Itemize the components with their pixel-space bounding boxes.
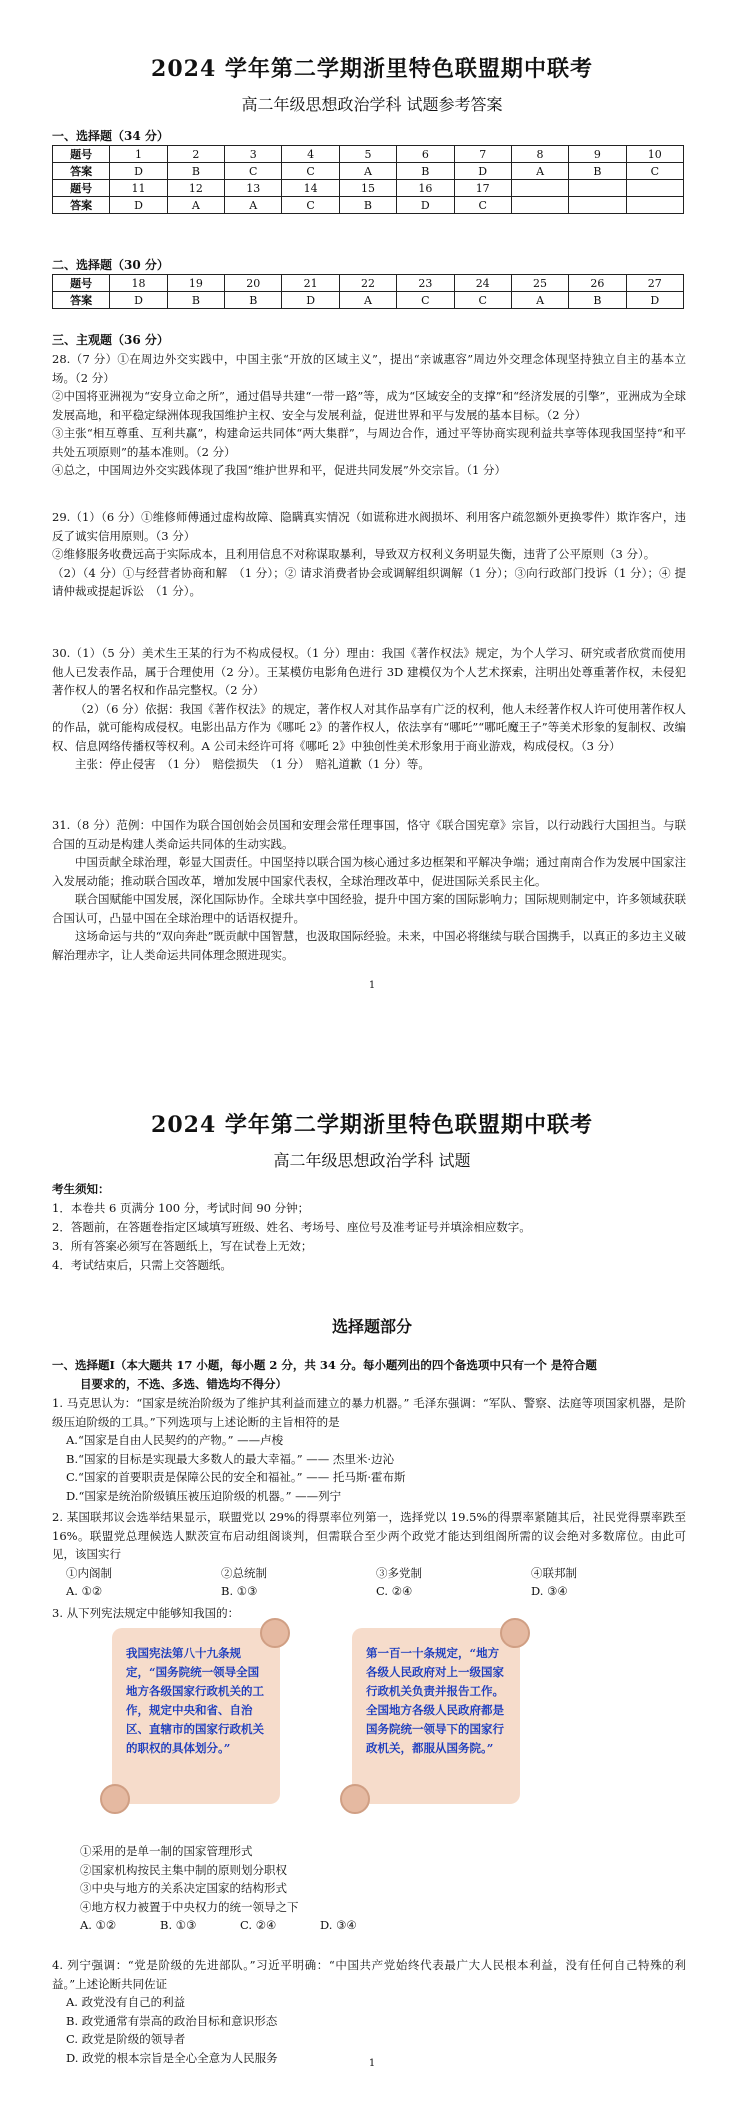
table-cell: C (282, 163, 339, 180)
question-3-stem: 3. 从下列宪法规定中能够知我国的： (52, 1606, 240, 1620)
notice-heading: 考生须知： (52, 1182, 110, 1196)
table-cell: 7 (454, 146, 511, 163)
table-cell: 5 (339, 146, 396, 163)
q2-option: B. ①③ (221, 1584, 258, 1598)
q2-item: ①内阁制 (66, 1565, 112, 1580)
page-subtitle: 高二年级思想政治学科 试题 (273, 1151, 471, 1170)
q3-item: ①采用的是单一制的国家管理形式 (80, 1844, 253, 1858)
table-cell: 3 (225, 146, 282, 163)
table-cell: 15 (339, 180, 396, 197)
answer-table-2 (52, 274, 684, 309)
notice-item: 3．所有答案必须写在答题纸上，写在试卷上无效； (52, 1239, 313, 1253)
table-cell: C (282, 197, 339, 214)
q3-options (80, 1916, 680, 1935)
q3-option: D. ③④ (320, 1918, 357, 1932)
table-cell (569, 197, 626, 214)
question-4 (52, 1956, 686, 2067)
q4-option-b: B. 政党通常有崇高的政治目标和意识形态 (66, 2013, 278, 2028)
table-cell: 4 (282, 146, 339, 163)
table-cell: 18 (110, 275, 167, 292)
constitution-scroll-right (352, 1628, 520, 1804)
table-cell: B (225, 292, 282, 309)
q28-line: ③主张“相互尊重、互利共赢”，构建命运共同体“两大集群”，与周边合作，通过平等协商实现利益共享等体现我国坚持“和平共处五项原则”的基本准则。（2 分） (52, 426, 686, 459)
table-row (53, 292, 684, 309)
table-cell: C (626, 163, 683, 180)
scroll-curl-icon (340, 1784, 370, 1814)
notice-item: 4．考试结束后，只需上交答题纸。 (52, 1258, 232, 1272)
page-number: 1 (368, 2058, 376, 2069)
table-cell: C (454, 292, 511, 309)
table-cell: 11 (110, 180, 167, 197)
q2-option: D. ③④ (531, 1584, 568, 1598)
table-cell: A (511, 163, 568, 180)
table-cell: A (511, 292, 568, 309)
table-row-header: 答案 (53, 163, 110, 180)
q2-option: A. ①② (66, 1584, 103, 1598)
q3-option: B. ①③ (160, 1918, 197, 1932)
table-row (53, 180, 684, 197)
q3-option: C. ②④ (240, 1918, 277, 1932)
scroll-right-text: 第一百一十条规定，“地方各级人民政府对上一级国家行政机关负责并报告工作。全国地方各级人民政府都是国务院统一领导下的国家行政机关，都服从国务院。” (366, 1646, 504, 1755)
table-row (53, 275, 684, 292)
q31-line: 31.（8 分）范例：中国作为联合国创始会员国和安理会常任理事国，恪守《联合国宪章》宗旨，以行动践行大国担当。与联合国的互动是构建人类命运共同体的生动实践。 (52, 818, 686, 851)
table-cell: A (339, 163, 396, 180)
q2-item: ②总统制 (221, 1565, 267, 1580)
q28-line: 28.（7 分）①在周边外交实践中，中国主张“开放的区域主义”，提出“亲诚惠容”周边外交理念体现坚持独立自主的基本立场。（2 分） (52, 352, 686, 385)
part-title: 选择题部分 (331, 1317, 412, 1336)
table-cell: 10 (626, 146, 683, 163)
answer-q29 (52, 508, 686, 601)
table-row-header: 答案 (53, 197, 110, 214)
constitution-scroll-left (112, 1628, 280, 1804)
answer-table-1 (52, 145, 684, 214)
table-cell: 8 (511, 146, 568, 163)
table-cell: 9 (569, 146, 626, 163)
table-row (53, 146, 684, 163)
table-cell: C (225, 163, 282, 180)
q3-item: ③中央与地方的关系决定国家的结构形式 (80, 1881, 287, 1895)
table-cell: A (339, 292, 396, 309)
table-cell: D (110, 292, 167, 309)
q2-item: ④联邦制 (531, 1565, 577, 1580)
question-3-body (80, 1842, 680, 1935)
q30-line: 主张：停止侵害 （1 分） 赔偿损失 （1 分） 赔礼道歉（1 分）等。 (75, 757, 430, 771)
table-cell: D (110, 163, 167, 180)
table-cell (569, 180, 626, 197)
table-cell: B (397, 163, 454, 180)
table-cell (511, 197, 568, 214)
table-cell: 20 (225, 275, 282, 292)
q29-line: 29.（1）（6 分）①维修师傅通过虚构故障、隐瞒真实情况（如谎称进水阀损坏、利用客户疏忽额外更换零件）欺诈客户，违反了诚实信用原则。（3 分） (52, 510, 686, 543)
question-1 (52, 1394, 686, 1505)
table-cell: 13 (225, 180, 282, 197)
table-cell: A (225, 197, 282, 214)
table-row-header: 答案 (53, 292, 110, 309)
table-cell: 12 (167, 180, 224, 197)
table-cell: 19 (167, 275, 224, 292)
q2-option: C. ②④ (376, 1584, 413, 1598)
table-cell (626, 197, 683, 214)
table-row-header: 题号 (53, 180, 110, 197)
q28-line: ④总之，中国周边外交实践体现了我国“维护世界和平，促进共同发展”外交宗旨。（1 分） (52, 463, 506, 477)
table-cell: B (167, 292, 224, 309)
q28-line: ②中国将亚洲视为“安身立命之所”，通过倡导共建“一带一路”等，成为“区域安全的支撑”和“经济发展的引擎”，亚洲成为全球发展高地，和平稳定绿洲体现我国维护主权、安全与发展利益，促进世界和平与发展的基本目标。（2 分） (52, 389, 686, 422)
notice-item: 1．本卷共 6 页满分 100 分，考试时间 90 分钟； (52, 1201, 310, 1215)
q3-item: ④地方权力被置于中央权力的统一领导之下 (80, 1899, 299, 1914)
table-cell: A (167, 197, 224, 214)
q1-option-d: D.“国家是统治阶级镇压被压迫阶级的机器。” ——列宁 (66, 1488, 342, 1503)
q4-option-c: C. 政党是阶级的领导者 (66, 2032, 186, 2046)
instr-line: 目要求的，不选、多选、错选均不得分） (80, 1376, 287, 1391)
q2-options (52, 1582, 686, 1601)
q1-option-c: C.“国家的首要职责是保障公民的安全和福祉。” —— 托马斯·霍布斯 (66, 1470, 406, 1484)
table-row-header: 题号 (53, 146, 110, 163)
page-number: 1 (368, 980, 376, 991)
table-cell: 27 (626, 275, 683, 292)
scroll-curl-icon (260, 1618, 290, 1648)
answer-q28 (52, 350, 686, 480)
q4-stem: 4. 列宁强调：“党是阶级的先进部队。”习近平明确：“中国共产党始终代表最广大人民根本利益，没有任何自己特殊的利益。”上述论断共同佐证 (52, 1958, 686, 1991)
table-cell: D (110, 197, 167, 214)
q4-options-row-1 (52, 1993, 686, 2030)
instr-line: 一、选择题Ⅰ（本大题共 17 小题，每小题 2 分，共 34 分。每小题列出的四个备选项中只有一个 是符合题 (52, 1358, 597, 1372)
table-row (53, 197, 684, 214)
scroll-curl-icon (100, 1784, 130, 1814)
table-cell: 26 (569, 275, 626, 292)
exam-notice (52, 1180, 686, 1275)
q31-line: 中国贡献全球治理，彰显大国责任。中国坚持以联合国为核心通过多边框架和平解决争端；通过南南合作为发展中国家注入发展动能；推动联合国改革，增加发展中国家代表权，全球治理改革中，促进国际关系民主化。 (52, 855, 686, 888)
q3-option: A. ①② (80, 1918, 117, 1932)
table-row (53, 163, 684, 180)
table-cell: 14 (282, 180, 339, 197)
table-cell: 25 (511, 275, 568, 292)
table-row-header: 题号 (53, 275, 110, 292)
table-cell: D (397, 197, 454, 214)
notice-item: 2．答题前，在答题卷指定区域填写班级、姓名、考场号、座位号及准考证号并填涂相应数字。 (52, 1220, 531, 1234)
table-cell: 24 (454, 275, 511, 292)
q4-option-d: D. 政党的根本宗旨是全心全意为人民服务 (66, 2050, 278, 2065)
scroll-left-text: 我国宪法第八十九条规定，“国务院统一领导全国地方各级国家行政机关的工作，规定中央和省、自治区、直辖市的国家行政机关的职权的具体划分。” (126, 1646, 264, 1755)
table-cell: C (397, 292, 454, 309)
page-subtitle: 高二年级思想政治学科 试题参考答案 (241, 95, 503, 114)
question-2 (52, 1508, 686, 1601)
answer-q30 (52, 644, 686, 774)
q3-item: ②国家机构按民主集中制的原则划分职权 (80, 1862, 287, 1877)
table-cell: 21 (282, 275, 339, 292)
q29-line: （2）（4 分）①与经营者协商和解 （1 分）；② 请求消费者协会或调解组织调解（1 分）；③向行政部门投诉（1 分）；④ 提请仲裁或提起诉讼 （1 分）。 (52, 565, 686, 598)
scroll-curl-icon (500, 1618, 530, 1648)
table-cell: C (454, 197, 511, 214)
table-cell: 23 (397, 275, 454, 292)
table-cell: D (454, 163, 511, 180)
table-cell: B (569, 292, 626, 309)
q31-line: 联合国赋能中国发展，深化国际协作。全球共享中国经验，提升中国方案的国际影响力；国际规则制定中，许多领域获联合国认可，凸显中国在全球治理中的话语权提升。 (52, 892, 686, 925)
table-cell: D (282, 292, 339, 309)
q2-item: ③多党制 (376, 1565, 422, 1580)
q2-items (52, 1564, 686, 1583)
section-heading-subjective: 三、主观题（36 分） (52, 333, 169, 347)
q1-option-a: A.“国家是自由人民契约的产物。” ——卢梭 (66, 1433, 284, 1447)
table-cell: 6 (397, 146, 454, 163)
q30-line: （2）（6 分）依据：我国《著作权法》的规定，著作权人对其作品享有广泛的权利，他人未经著作权人许可使用著作权人的作品，就可能构成侵权。电影出品方作为《哪吒 2》的著作权人，依法享有“哪吒”“哪吒魔王子”等美术形象的复制权、改编权、信息网络传播权等权利。A 公司未经许可将《哪吒 2》中独创性美术形象用于商业游戏，构成侵权。（3 分） (52, 701, 686, 753)
table-cell (626, 180, 683, 197)
table-cell: D (626, 292, 683, 309)
table-cell: 2 (167, 146, 224, 163)
table-cell: B (569, 163, 626, 180)
section-heading-choice-1: 一、选择题（34 分） (52, 129, 169, 143)
answer-q31 (52, 816, 686, 964)
table-cell: B (339, 197, 396, 214)
table-cell (511, 180, 568, 197)
exam-paper-page (0, 1052, 744, 2104)
table-cell: 22 (339, 275, 396, 292)
page-title: 2024 学年第二学期浙里特色联盟期中联考 (151, 1112, 593, 1138)
table-cell: 1 (110, 146, 167, 163)
q31-line: 这场命运与共的“双向奔赴”既贡献中国智慧，也汲取国际经验。未来，中国必将继续与联合国携手，以真正的多边主义破解治理赤字，让人类命运共同体理念照进现实。 (52, 929, 686, 962)
q29-line: ②维修服务收费远高于实际成本，且利用信息不对称谋取暴利，导致双方权利义务明显失衡，违背了公平原则（3 分）。 (52, 547, 656, 561)
table-cell: B (167, 163, 224, 180)
q4-option-a: A. 政党没有自己的利益 (66, 1995, 186, 2009)
table-cell: 17 (454, 180, 511, 197)
table-cell: 16 (397, 180, 454, 197)
q2-stem: 2. 某国联邦议会选举结果显示，联盟党以 29%的得票率位列第一，选择党以 19.5%的得票率紧随其后，社民党得票率跌至 16%。联盟党总理候选人默茨宣布启动组阁谈判，但需联合至少两个政党才能达到组阁所需的议会绝对多数席位。由此可见，该国实行 (52, 1510, 686, 1561)
q1-stem: 1. 马克思认为：“国家是统治阶级为了维护其利益而建立的暴力机器。” 毛泽东强调：“军队、警察、法庭等项国家机器，是阶级压迫阶级的工具。”下列选项与上述论断的主旨相符的是 (52, 1396, 686, 1429)
page-title: 2024 学年第二学期浙里特色联盟期中联考 (151, 56, 593, 82)
choice-instructions (52, 1356, 686, 1393)
q30-line: 30.（1）（5 分）美术生王某的行为不构成侵权。（1 分）理由：我国《著作权法》规定，为个人学习、研究或者欣赏而使用他人已发表作品，属于合理使用（2 分）。王某模仿电影角色进行 3D 建模仅为个人艺术探索，注明出处尊重著作权，未侵犯著作权人的署名权和作品完整权。（2 分） (52, 646, 686, 697)
q1-option-b: B.“国家的目标是实现最大多数人的最大幸福。” —— 杰里米·边沁 (66, 1451, 395, 1466)
section-heading-choice-2: 二、选择题（30 分） (52, 258, 169, 272)
